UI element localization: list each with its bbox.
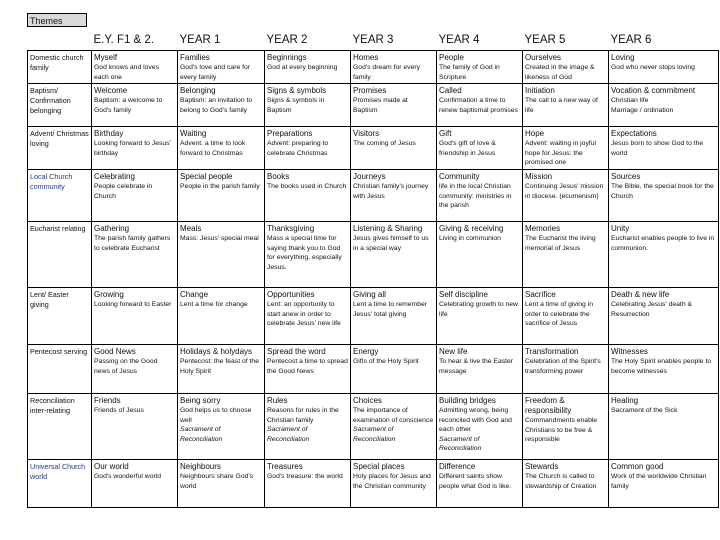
topic-title: Friends — [94, 396, 121, 405]
topic-title: Holidays & holydays — [180, 347, 253, 356]
topic-title: Initiation — [525, 86, 555, 95]
topic-cell — [523, 84, 609, 127]
topic-description: God's gift of love & friendship in Jesus — [439, 140, 496, 157]
topic-title: Gathering — [94, 224, 130, 233]
theme-cell: Lent/ Easter giving — [28, 288, 92, 345]
topic-cell — [351, 222, 437, 288]
topic-title: Stewards — [525, 462, 559, 471]
topic-cell — [523, 460, 609, 508]
topic-description: Confirmation a time to renew baptismal promises — [439, 97, 518, 114]
topic-description: Jesus gives himself to us in a special way — [353, 235, 429, 252]
topic-description: To hear & live the Easter message — [439, 358, 514, 375]
topic-title: Preparations — [267, 129, 313, 138]
topic-description: Advent: waiting in joyful hope for Jesus: the promised one — [525, 140, 597, 166]
theme-cell: Universal Church world — [28, 460, 92, 508]
topic-description: Commandments enable Christians to be free & responsible — [525, 417, 598, 443]
topic-title: Building bridges — [439, 396, 496, 405]
topic-title: Families — [180, 53, 210, 62]
topic-description: life in the local Christian community: ministries in the parish — [439, 183, 512, 209]
topic-cell — [178, 170, 265, 222]
topic-cell — [265, 288, 351, 345]
topic-description: Advent: a time to look forward to Christmas — [180, 140, 246, 157]
topic-cell — [265, 127, 351, 170]
topic-description: The call to a new way of life — [525, 97, 598, 114]
topic-cell — [523, 288, 609, 345]
topic-cell — [609, 394, 719, 460]
sacrament-note: Sacrament of Reconciliation — [180, 426, 223, 443]
topic-description: God helps us to choose well — [180, 407, 252, 424]
topic-cell — [437, 288, 523, 345]
topic-cell — [523, 127, 609, 170]
topic-title: Healing — [611, 396, 639, 405]
topic-title: Gift — [439, 129, 452, 138]
topic-cell — [178, 51, 265, 84]
topic-description: Admitting wrong, being reconciled with God and each other — [439, 407, 512, 433]
topic-description: Celebrating Jesus' death & Resurrection — [611, 301, 693, 318]
topic-cell — [265, 84, 351, 127]
topic-cell — [609, 127, 719, 170]
table-row — [28, 170, 719, 222]
topic-cell — [265, 170, 351, 222]
year-header-cell: YEAR 2 — [265, 13, 351, 51]
topic-cell — [351, 170, 437, 222]
topic-title: Common good — [611, 462, 664, 471]
sacrament-note: Sacrament of Reconciliation — [353, 426, 396, 443]
topic-title: Neighbours — [180, 462, 221, 471]
topic-title: New life — [439, 347, 468, 356]
topic-description: The Holy Spirit enables people to become witnesses — [611, 358, 712, 375]
topic-description: Baptism: a welcome to God's family — [94, 97, 163, 114]
topic-cell — [178, 84, 265, 127]
topic-title: Memories — [525, 224, 561, 233]
topic-title: Promises — [353, 86, 387, 95]
topic-cell — [265, 222, 351, 288]
topic-title: Belonging — [180, 86, 216, 95]
topic-description: Looking forward to Jesus' birthday — [94, 140, 171, 157]
year-header-cell: YEAR 6 — [609, 13, 719, 51]
topic-description: Lent a time to remember Jesus' total giving — [353, 301, 428, 318]
topic-description: Pentecost a time to spread the Good News — [267, 358, 348, 375]
topic-cell — [178, 222, 265, 288]
topic-cell — [523, 394, 609, 460]
topic-title: Special people — [180, 172, 233, 181]
topic-description: Mass: Jesus' special meal — [180, 235, 259, 242]
topic-description: Lent a time of giving in order to celebrate the sacrifice of Jesus — [525, 301, 594, 327]
topic-title: Growing — [94, 290, 124, 299]
topic-title: Journeys — [353, 172, 386, 181]
topic-title: Beginnings — [267, 53, 307, 62]
topic-description: The Bible, the special book for the Church — [611, 183, 714, 200]
topic-title: Opportunities — [267, 290, 315, 299]
theme-cell: Domestic church family — [28, 51, 92, 84]
topic-cell — [178, 460, 265, 508]
topic-description: The Church is called to stewardship of Creation — [525, 473, 597, 490]
topic-description: People celebrate in Church — [94, 183, 153, 200]
topic-title: Spread the word — [267, 347, 326, 356]
topic-title: Welcome — [94, 86, 128, 95]
topic-description: Looking forward to Easter — [94, 301, 172, 308]
topic-cell — [523, 222, 609, 288]
topic-description: Continuing Jesus' mission in diocese. (ecumenism) — [525, 183, 604, 200]
topic-cell — [523, 170, 609, 222]
topic-title: Rules — [267, 396, 288, 405]
topic-description: God's dream for every family — [353, 64, 421, 81]
topic-description: God's wonderful world — [94, 473, 162, 480]
topic-cell — [92, 84, 178, 127]
topic-cell — [437, 222, 523, 288]
topic-cell — [92, 51, 178, 84]
topic-title: Mission — [525, 172, 553, 181]
topic-cell — [178, 288, 265, 345]
topic-cell — [351, 394, 437, 460]
topic-title: Self discipline — [439, 290, 488, 299]
topic-description: The family of God in Scripture — [439, 64, 500, 81]
topic-description: Sacrament of the Sick — [611, 407, 678, 414]
topic-title: Signs & symbols — [267, 86, 327, 95]
topic-title: Expectations — [611, 129, 657, 138]
topic-cell — [609, 51, 719, 84]
sacrament-note: Sacrament of Reconciliation — [267, 426, 310, 443]
topic-description: The Eucharist the living memorial of Jesus — [525, 235, 596, 252]
topic-description: Eucharist enables people to live in communion. — [611, 235, 715, 252]
topic-title: Community — [439, 172, 480, 181]
table-row — [28, 394, 719, 460]
topic-title: Homes — [353, 53, 379, 62]
topic-description: The books used in Church — [267, 183, 347, 190]
topic-title: Treasures — [267, 462, 303, 471]
topic-description: Lent: an opportunity to start anew in order to celebrate Jesus' new life — [267, 301, 341, 327]
topic-title: People — [439, 53, 464, 62]
topic-description: Celebration of the Spirit's transforming power — [525, 358, 601, 375]
theme-cell: Eucharist relating — [28, 222, 92, 288]
topic-cell — [609, 84, 719, 127]
topic-description: God's treasure: the world — [267, 473, 343, 480]
themes-table — [27, 13, 719, 508]
topic-description: God at every beginning — [267, 64, 338, 71]
topic-cell — [523, 51, 609, 84]
topic-title: Freedom & responsibility — [525, 396, 572, 415]
topic-description: Celebrating growth to new life — [439, 301, 518, 318]
topic-description: Gifts of the Holy Spirit — [353, 358, 419, 365]
topic-title: Birthday — [94, 129, 124, 138]
topic-title: Energy — [353, 347, 379, 356]
topic-description: People in the parish family — [180, 183, 260, 190]
topic-title: Ourselves — [525, 53, 562, 62]
topic-cell — [437, 394, 523, 460]
topic-description: Promises made at Baptism — [353, 97, 408, 114]
topic-description: Advent: preparing to celebrate Christmas — [267, 140, 329, 157]
topic-description: Pentecost: the feast of the Holy Spirit — [180, 358, 259, 375]
table-row — [28, 51, 719, 84]
topic-description: Christian life — [611, 97, 649, 104]
topic-cell — [265, 460, 351, 508]
topic-cell — [437, 460, 523, 508]
table-row — [28, 84, 719, 127]
topic-cell — [92, 222, 178, 288]
topic-title: Myself — [94, 53, 118, 62]
topic-description: The importance of examination of conscience — [353, 407, 434, 424]
topic-description: Living in communion — [439, 235, 501, 242]
topic-cell — [92, 394, 178, 460]
topic-cell — [265, 345, 351, 394]
topic-title: Choices — [353, 396, 382, 405]
topic-title: Waiting — [180, 129, 207, 138]
topic-description: Lent a time for change — [180, 301, 248, 308]
topic-description: Friends of Jesus — [94, 407, 144, 414]
topic-title: Unity — [611, 224, 630, 233]
topic-title: Celebrating — [94, 172, 135, 181]
topic-description: Signs & symbols in Baptism — [267, 97, 325, 114]
theme-cell: Advent/ Christmas loving — [28, 127, 92, 170]
topic-title: Death & new life — [611, 290, 670, 299]
topic-cell — [92, 288, 178, 345]
topic-title: Thanksgiving — [267, 224, 315, 233]
year-header-cell: YEAR 4 — [437, 13, 523, 51]
topic-description: The parish family gathers to celebrate Eucharist — [94, 235, 171, 252]
year-header-cell: YEAR 5 — [523, 13, 609, 51]
topic-description: God knows and loves each one — [94, 64, 159, 81]
table-row — [28, 460, 719, 508]
topic-cell — [92, 345, 178, 394]
topic-title: Called — [439, 86, 462, 95]
topic-title: Meals — [180, 224, 202, 233]
topic-cell — [437, 170, 523, 222]
topic-title: Being sorry — [180, 396, 221, 405]
topic-cell — [437, 127, 523, 170]
topic-description: Reasons for rules in the Christian family — [267, 407, 339, 424]
year-header-row — [28, 13, 719, 51]
theme-cell: Local Church community — [28, 170, 92, 222]
topic-cell — [351, 460, 437, 508]
topic-cell — [265, 51, 351, 84]
topic-cell — [351, 127, 437, 170]
topic-title: Sacrifice — [525, 290, 556, 299]
sacrament-note: Sacrament of Reconciliation — [439, 435, 482, 452]
year-header-cell: E.Y. F1 & 2. — [92, 13, 178, 51]
topic-title: Our world — [94, 462, 129, 471]
topic-title: Sources — [611, 172, 641, 181]
topic-description: Mass a special time for saying thank you to God for everything, especially Jesus. — [267, 235, 342, 271]
topic-cell — [265, 394, 351, 460]
topic-cell — [178, 345, 265, 394]
topic-title: Giving all — [353, 290, 386, 299]
topic-title: Good News — [94, 347, 136, 356]
themes-tab-label: Themes — [27, 13, 87, 27]
topic-title: Vocation & commitment — [611, 86, 696, 95]
table-row — [28, 222, 719, 288]
theme-cell: Pentecost serving — [28, 345, 92, 394]
topic-description: Work of the worldwide Christian family — [611, 473, 707, 490]
theme-cell: Baptism/ Confirmation belonging — [28, 84, 92, 127]
topic-title: Witnesses — [611, 347, 648, 356]
topic-cell — [351, 51, 437, 84]
topic-title: Books — [267, 172, 290, 181]
theme-cell: Reconciliation inter-relating — [28, 394, 92, 460]
topic-description: Baptism: an invitation to belong to God's family — [180, 97, 253, 114]
topic-description: Christian family's journey with Jesus — [353, 183, 429, 200]
topic-description: Holy places for Jesus and the Christian community — [353, 473, 431, 490]
topic-cell — [351, 345, 437, 394]
topic-description: Passing on the Good news of Jesus — [94, 358, 158, 375]
table-row — [28, 127, 719, 170]
topic-cell — [609, 345, 719, 394]
topic-cell — [92, 170, 178, 222]
table-row — [28, 288, 719, 345]
topic-title: Special places — [353, 462, 405, 471]
topic-cell — [609, 288, 719, 345]
topic-description: Jesus born to show God to the world — [611, 140, 704, 157]
topic-title: Visitors — [353, 129, 380, 138]
topic-description: The coming of Jesus — [353, 140, 416, 147]
topic-cell — [351, 288, 437, 345]
topic-cell — [609, 460, 719, 508]
topic-description: Created in the image & likeness of God — [525, 64, 595, 81]
topic-cell — [523, 345, 609, 394]
topic-cell — [437, 51, 523, 84]
topic-description: Neighbours share God's world — [180, 473, 254, 490]
topic-cell — [351, 84, 437, 127]
topic-cell — [437, 345, 523, 394]
topic-cell — [92, 127, 178, 170]
year-header-cell: YEAR 1 — [178, 13, 265, 51]
topic-cell — [178, 394, 265, 460]
table-row — [28, 345, 719, 394]
topic-cell — [92, 460, 178, 508]
topic-title: Hope — [525, 129, 545, 138]
topic-title: Difference — [439, 462, 476, 471]
topic-title: Loving — [611, 53, 635, 62]
topic-cell — [609, 170, 719, 222]
topic-title: Listening & Sharing — [353, 224, 423, 233]
year-header-cell: YEAR 3 — [351, 13, 437, 51]
topic-description: Marriage / ordination — [611, 106, 674, 114]
topic-cell — [178, 127, 265, 170]
topic-cell — [437, 84, 523, 127]
topic-description: God who never stops loving — [611, 64, 695, 71]
topic-cell — [609, 222, 719, 288]
topic-title: Transformation — [525, 347, 579, 356]
topic-title: Giving & receiving — [439, 224, 504, 233]
table-body — [28, 13, 719, 508]
topic-description: God's love and care for every family — [180, 64, 251, 81]
topic-title: Change — [180, 290, 209, 299]
topic-description: Different saints show people what God is like. — [439, 473, 512, 490]
